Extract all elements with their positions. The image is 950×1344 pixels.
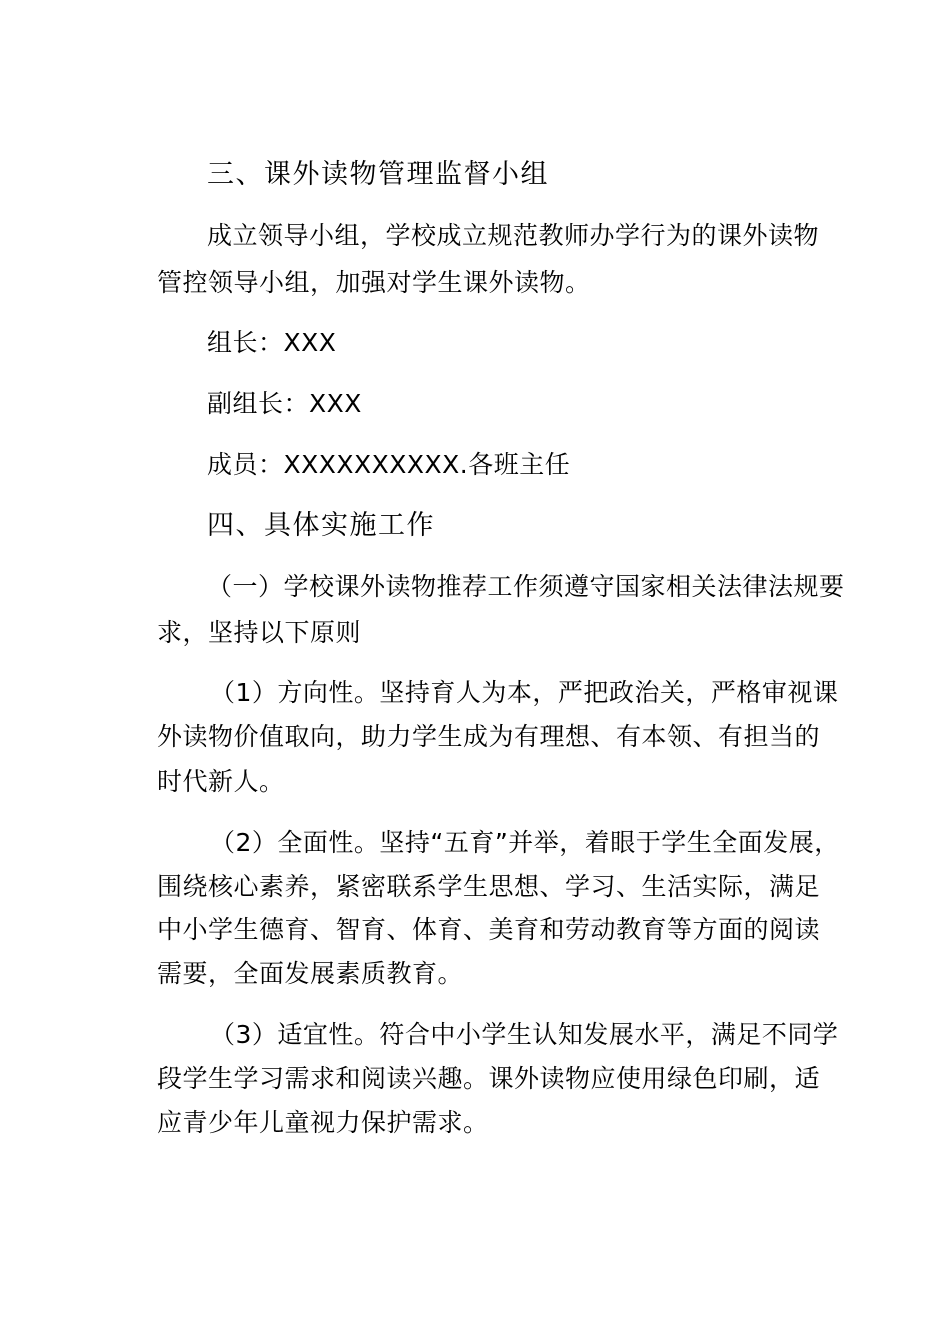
section-3-intro-line-2: 管控领导小组，加强对学生课外读物。 <box>157 268 591 297</box>
section-3-heading: 三、课外读物管理监督小组 <box>207 159 549 190</box>
deputy-leader-line: 副组长：XXX <box>207 389 362 418</box>
subsection-1-line-2: 求，坚持以下原则 <box>157 618 362 647</box>
members-line: 成员：XXXXXXXXXX.各班主任 <box>207 450 571 479</box>
point-1-line-2: 外读物价值取向，助力学生成为有理想、有本领、有担当的 <box>157 722 821 751</box>
group-leader-line: 组长：XXX <box>207 328 337 357</box>
section-4-heading: 四、具体实施工作 <box>207 510 435 541</box>
point-2-line-1: （2）全面性。坚持“五育”并举，着眼于学生全面发展， <box>210 828 840 857</box>
point-1-line-3: 时代新人。 <box>157 767 285 796</box>
section-3-intro-line-1: 成立领导小组，学校成立规范教师办学行为的课外读物 <box>207 221 820 250</box>
point-2-line-3: 中小学生德育、智育、体育、美育和劳动教育等方面的阅读 <box>157 915 821 944</box>
point-3-line-3: 应青少年儿童视力保护需求。 <box>157 1108 489 1137</box>
subsection-1-line-1: （一）学校课外读物推荐工作须遵守国家相关法律法规要 <box>207 572 845 601</box>
point-1-line-1: （1）方向性。坚持育人为本，严把政治关，严格审视课 <box>210 678 839 707</box>
point-3-line-1: （3）适宜性。符合中小学生认知发展水平，满足不同学 <box>210 1020 839 1049</box>
point-2-line-2: 围绕核心素养，紧密联系学生思想、学习、生活实际，满足 <box>157 872 821 901</box>
point-3-line-2: 段学生学习需求和阅读兴趣。课外读物应使用绿色印刷，适 <box>157 1064 821 1093</box>
point-2-line-4: 需要，全面发展素质教育。 <box>157 959 464 988</box>
